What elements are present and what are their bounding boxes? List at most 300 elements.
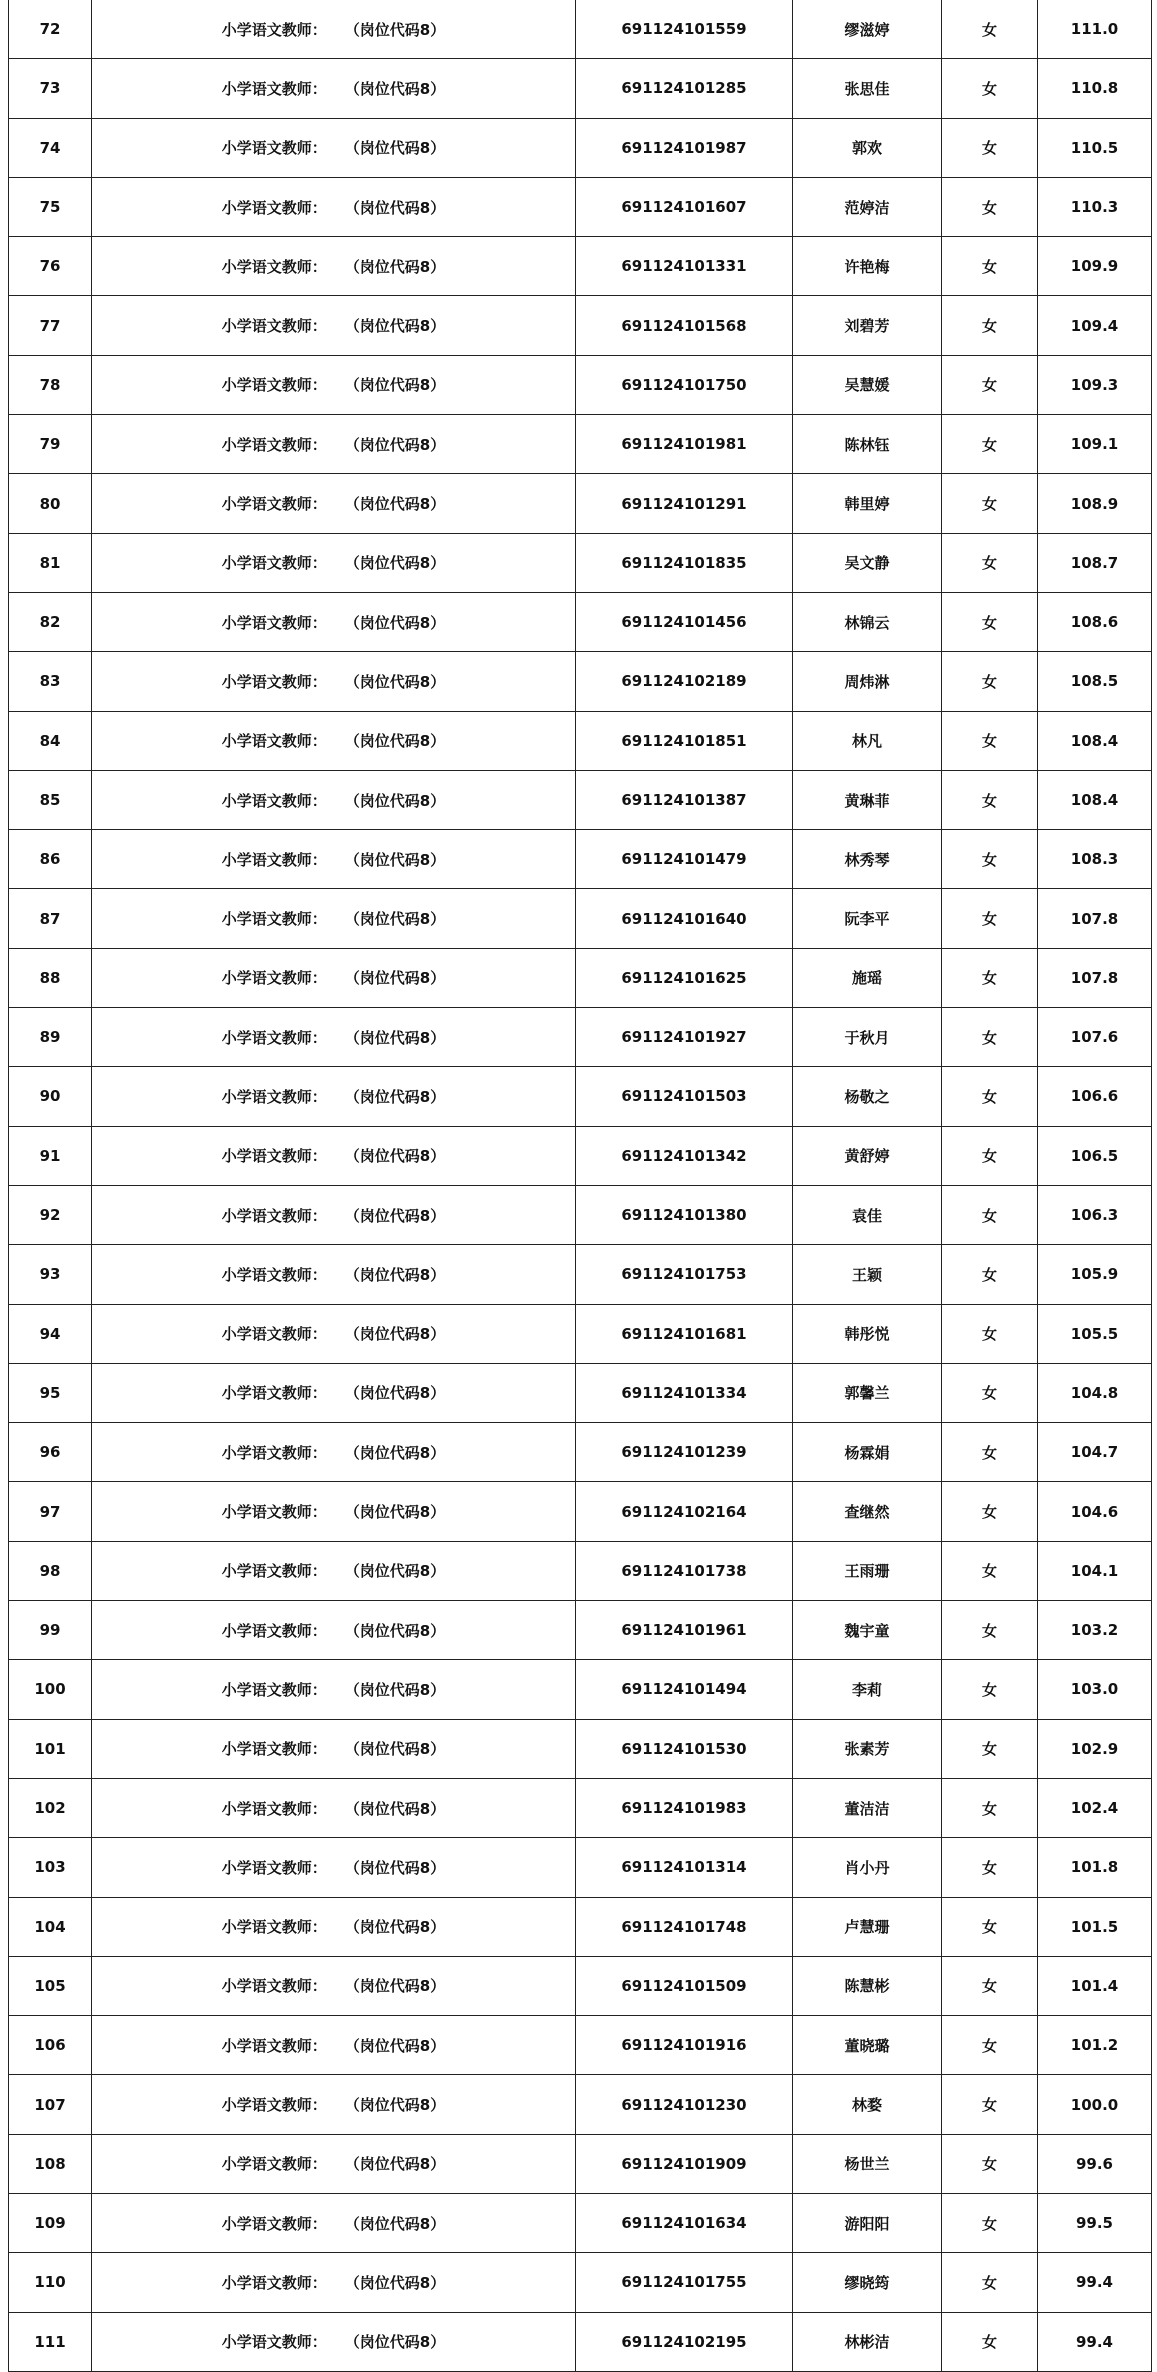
position-code: （岗位代码8） xyxy=(344,1740,446,1759)
exam-id-cell: 691124101748 xyxy=(576,1897,793,1956)
score-cell: 111.0 xyxy=(1038,0,1152,59)
name-cell: 董洁洁 xyxy=(793,1778,942,1837)
exam-id-cell: 691124101509 xyxy=(576,1956,793,2015)
score-cell: 102.9 xyxy=(1038,1719,1152,1778)
position-code: （岗位代码8） xyxy=(344,139,446,158)
table-row xyxy=(9,889,1152,948)
position-title: 小学语文教师： xyxy=(221,969,327,988)
position-cell xyxy=(92,1897,576,1956)
row-number-cell: 93 xyxy=(9,1245,92,1304)
table-row xyxy=(9,770,1152,829)
position-title: 小学语文教师： xyxy=(221,910,327,929)
table-row xyxy=(9,1126,1152,1185)
position-cell xyxy=(92,711,576,770)
score-cell: 108.7 xyxy=(1038,533,1152,592)
table-row xyxy=(9,2016,1152,2075)
position-cell xyxy=(92,2312,576,2371)
position-cell xyxy=(92,2253,576,2312)
position-code: （岗位代码8） xyxy=(344,1858,446,1877)
position-code: （岗位代码8） xyxy=(344,1503,446,1522)
name-cell: 杨霖娟 xyxy=(793,1423,942,1482)
score-cell: 106.6 xyxy=(1038,1067,1152,1126)
position-cell xyxy=(92,415,576,474)
position-code: （岗位代码8） xyxy=(344,2333,446,2352)
score-cell: 109.3 xyxy=(1038,355,1152,414)
score-cell: 103.2 xyxy=(1038,1601,1152,1660)
position-cell xyxy=(92,889,576,948)
score-cell: 106.5 xyxy=(1038,1126,1152,1185)
gender-cell: 女 xyxy=(942,355,1038,414)
position-code: （岗位代码8） xyxy=(344,1562,446,1581)
position-code: （岗位代码8） xyxy=(344,317,446,336)
row-number-cell: 110 xyxy=(9,2253,92,2312)
name-cell: 林凡 xyxy=(793,711,942,770)
position-code: （岗位代码8） xyxy=(344,2214,446,2233)
score-cell: 110.5 xyxy=(1038,118,1152,177)
row-number-cell: 81 xyxy=(9,533,92,592)
position-code: （岗位代码8） xyxy=(344,850,446,869)
gender-cell: 女 xyxy=(942,1126,1038,1185)
row-number-cell: 101 xyxy=(9,1719,92,1778)
position-cell xyxy=(92,1126,576,1185)
position-code: （岗位代码8） xyxy=(344,910,446,929)
gender-cell: 女 xyxy=(942,948,1038,1007)
name-cell: 缪滋婷 xyxy=(793,0,942,59)
exam-id-cell: 691124101681 xyxy=(576,1304,793,1363)
position-cell xyxy=(92,1541,576,1600)
position-title: 小学语文教师： xyxy=(221,554,327,573)
row-number-cell: 96 xyxy=(9,1423,92,1482)
gender-cell: 女 xyxy=(942,652,1038,711)
name-cell: 林婺 xyxy=(793,2075,942,2134)
gender-cell: 女 xyxy=(942,2193,1038,2252)
row-number-cell: 86 xyxy=(9,830,92,889)
position-title: 小学语文教师： xyxy=(221,1621,327,1640)
position-code: （岗位代码8） xyxy=(344,1918,446,1937)
table-row xyxy=(9,2134,1152,2193)
gender-cell: 女 xyxy=(942,2253,1038,2312)
position-cell xyxy=(92,948,576,1007)
position-cell xyxy=(92,1778,576,1837)
position-title: 小学语文教师： xyxy=(221,2214,327,2233)
exam-id-cell: 691124102164 xyxy=(576,1482,793,1541)
position-code: （岗位代码8） xyxy=(344,1028,446,1047)
exam-id-cell: 691124101456 xyxy=(576,592,793,651)
row-number-cell: 99 xyxy=(9,1601,92,1660)
position-cell xyxy=(92,1719,576,1778)
name-cell: 卢慧珊 xyxy=(793,1897,942,1956)
gender-cell: 女 xyxy=(942,830,1038,889)
row-number-cell: 103 xyxy=(9,1838,92,1897)
position-title: 小学语文教师： xyxy=(221,257,327,276)
score-cell: 105.9 xyxy=(1038,1245,1152,1304)
position-title: 小学语文教师： xyxy=(221,1147,327,1166)
position-code: （岗位代码8） xyxy=(344,554,446,573)
name-cell: 黄琳菲 xyxy=(793,770,942,829)
exam-id-cell: 691124102195 xyxy=(576,2312,793,2371)
position-code: （岗位代码8） xyxy=(344,79,446,98)
position-title: 小学语文教师： xyxy=(221,1740,327,1759)
table-row xyxy=(9,711,1152,770)
score-cell: 101.5 xyxy=(1038,1897,1152,1956)
score-cell: 104.1 xyxy=(1038,1541,1152,1600)
row-number-cell: 75 xyxy=(9,177,92,236)
row-number-cell: 73 xyxy=(9,59,92,118)
position-title: 小学语文教师： xyxy=(221,732,327,751)
score-cell: 108.6 xyxy=(1038,592,1152,651)
name-cell: 刘碧芳 xyxy=(793,296,942,355)
name-cell: 张素芳 xyxy=(793,1719,942,1778)
position-title: 小学语文教师： xyxy=(221,2036,327,2055)
position-cell xyxy=(92,2134,576,2193)
row-number-cell: 76 xyxy=(9,237,92,296)
score-cell: 102.4 xyxy=(1038,1778,1152,1837)
row-number-cell: 92 xyxy=(9,1185,92,1244)
row-number-cell: 91 xyxy=(9,1126,92,1185)
position-cell xyxy=(92,355,576,414)
position-title: 小学语文教师： xyxy=(221,1858,327,1877)
position-cell xyxy=(92,177,576,236)
position-code: （岗位代码8） xyxy=(344,1147,446,1166)
table-row xyxy=(9,1185,1152,1244)
gender-cell: 女 xyxy=(942,177,1038,236)
score-table-body xyxy=(9,0,1152,2371)
exam-id-cell: 691124102189 xyxy=(576,652,793,711)
position-cell xyxy=(92,770,576,829)
position-title: 小学语文教师： xyxy=(221,1562,327,1581)
exam-id-cell: 691124101559 xyxy=(576,0,793,59)
name-cell: 游阳阳 xyxy=(793,2193,942,2252)
table-row xyxy=(9,1601,1152,1660)
score-cell: 101.2 xyxy=(1038,2016,1152,2075)
name-cell: 郭馨兰 xyxy=(793,1363,942,1422)
position-code: （岗位代码8） xyxy=(344,1621,446,1640)
position-code: （岗位代码8） xyxy=(344,1265,446,1284)
table-row xyxy=(9,177,1152,236)
exam-id-cell: 691124101835 xyxy=(576,533,793,592)
row-number-cell: 107 xyxy=(9,2075,92,2134)
table-row xyxy=(9,1660,1152,1719)
gender-cell: 女 xyxy=(942,118,1038,177)
position-title: 小学语文教师： xyxy=(221,435,327,454)
name-cell: 郭欢 xyxy=(793,118,942,177)
table-row xyxy=(9,1719,1152,1778)
exam-id-cell: 691124101230 xyxy=(576,2075,793,2134)
position-cell xyxy=(92,2193,576,2252)
row-number-cell: 97 xyxy=(9,1482,92,1541)
position-code: （岗位代码8） xyxy=(344,1087,446,1106)
position-cell xyxy=(92,1363,576,1422)
gender-cell: 女 xyxy=(942,237,1038,296)
gender-cell: 女 xyxy=(942,1008,1038,1067)
score-cell: 107.8 xyxy=(1038,889,1152,948)
position-title: 小学语文教师： xyxy=(221,850,327,869)
position-title: 小学语文教师： xyxy=(221,1977,327,1996)
exam-id-cell: 691124101380 xyxy=(576,1185,793,1244)
position-title: 小学语文教师： xyxy=(221,317,327,336)
position-cell xyxy=(92,1482,576,1541)
exam-id-cell: 691124101479 xyxy=(576,830,793,889)
row-number-cell: 102 xyxy=(9,1778,92,1837)
position-code: （岗位代码8） xyxy=(344,20,446,39)
score-cell: 104.6 xyxy=(1038,1482,1152,1541)
table-row xyxy=(9,2253,1152,2312)
name-cell: 陈林钰 xyxy=(793,415,942,474)
position-title: 小学语文教师： xyxy=(221,1918,327,1937)
name-cell: 许艳梅 xyxy=(793,237,942,296)
position-code: （岗位代码8） xyxy=(344,1206,446,1225)
position-cell xyxy=(92,1956,576,2015)
position-cell xyxy=(92,1185,576,1244)
row-number-cell: 72 xyxy=(9,0,92,59)
position-cell xyxy=(92,1245,576,1304)
gender-cell: 女 xyxy=(942,889,1038,948)
row-number-cell: 105 xyxy=(9,1956,92,2015)
table-row xyxy=(9,237,1152,296)
score-cell: 108.4 xyxy=(1038,770,1152,829)
exam-id-cell: 691124101239 xyxy=(576,1423,793,1482)
position-code: （岗位代码8） xyxy=(344,257,446,276)
row-number-cell: 83 xyxy=(9,652,92,711)
name-cell: 董晓璐 xyxy=(793,2016,942,2075)
gender-cell: 女 xyxy=(942,415,1038,474)
table-row xyxy=(9,1304,1152,1363)
score-cell: 99.4 xyxy=(1038,2253,1152,2312)
position-cell xyxy=(92,474,576,533)
score-cell: 99.6 xyxy=(1038,2134,1152,2193)
exam-id-cell: 691124101314 xyxy=(576,1838,793,1897)
table-row xyxy=(9,59,1152,118)
name-cell: 施瑶 xyxy=(793,948,942,1007)
position-title: 小学语文教师： xyxy=(221,139,327,158)
exam-id-cell: 691124101738 xyxy=(576,1541,793,1600)
score-cell: 107.6 xyxy=(1038,1008,1152,1067)
row-number-cell: 95 xyxy=(9,1363,92,1422)
score-cell: 101.8 xyxy=(1038,1838,1152,1897)
position-cell xyxy=(92,1304,576,1363)
row-number-cell: 89 xyxy=(9,1008,92,1067)
gender-cell: 女 xyxy=(942,2312,1038,2371)
position-code: （岗位代码8） xyxy=(344,1443,446,1462)
position-title: 小学语文教师： xyxy=(221,1206,327,1225)
table-row xyxy=(9,1838,1152,1897)
position-code: （岗位代码8） xyxy=(344,376,446,395)
gender-cell: 女 xyxy=(942,2016,1038,2075)
exam-id-cell: 691124101494 xyxy=(576,1660,793,1719)
exam-id-cell: 691124101916 xyxy=(576,2016,793,2075)
gender-cell: 女 xyxy=(942,2134,1038,2193)
position-code: （岗位代码8） xyxy=(344,495,446,514)
score-cell: 108.4 xyxy=(1038,711,1152,770)
position-code: （岗位代码8） xyxy=(344,1325,446,1344)
position-title: 小学语文教师： xyxy=(221,79,327,98)
exam-id-cell: 691124101291 xyxy=(576,474,793,533)
position-code: （岗位代码8） xyxy=(344,2096,446,2115)
position-cell xyxy=(92,533,576,592)
table-row xyxy=(9,1067,1152,1126)
exam-id-cell: 691124101625 xyxy=(576,948,793,1007)
name-cell: 王颖 xyxy=(793,1245,942,1304)
name-cell: 王雨珊 xyxy=(793,1541,942,1600)
exam-id-cell: 691124101750 xyxy=(576,355,793,414)
table-row xyxy=(9,1956,1152,2015)
position-title: 小学语文教师： xyxy=(221,1443,327,1462)
score-cell: 108.9 xyxy=(1038,474,1152,533)
position-cell xyxy=(92,0,576,59)
row-number-cell: 100 xyxy=(9,1660,92,1719)
position-cell xyxy=(92,592,576,651)
score-cell: 109.4 xyxy=(1038,296,1152,355)
name-cell: 范婷洁 xyxy=(793,177,942,236)
table-row xyxy=(9,2193,1152,2252)
exam-id-cell: 691124101334 xyxy=(576,1363,793,1422)
position-code: （岗位代码8） xyxy=(344,732,446,751)
position-cell xyxy=(92,1601,576,1660)
position-code: （岗位代码8） xyxy=(344,1680,446,1699)
exam-id-cell: 691124101387 xyxy=(576,770,793,829)
name-cell: 查继然 xyxy=(793,1482,942,1541)
exam-id-cell: 691124101851 xyxy=(576,711,793,770)
gender-cell: 女 xyxy=(942,474,1038,533)
gender-cell: 女 xyxy=(942,59,1038,118)
position-title: 小学语文教师： xyxy=(221,1325,327,1344)
table-row xyxy=(9,2312,1152,2371)
name-cell: 吴文静 xyxy=(793,533,942,592)
score-cell: 107.8 xyxy=(1038,948,1152,1007)
name-cell: 杨世兰 xyxy=(793,2134,942,2193)
position-code: （岗位代码8） xyxy=(344,791,446,810)
position-code: （岗位代码8） xyxy=(344,435,446,454)
position-cell xyxy=(92,1838,576,1897)
table-row xyxy=(9,474,1152,533)
row-number-cell: 104 xyxy=(9,1897,92,1956)
exam-id-cell: 691124101961 xyxy=(576,1601,793,1660)
row-number-cell: 109 xyxy=(9,2193,92,2252)
position-code: （岗位代码8） xyxy=(344,2155,446,2174)
position-code: （岗位代码8） xyxy=(344,613,446,632)
score-cell: 106.3 xyxy=(1038,1185,1152,1244)
position-cell xyxy=(92,652,576,711)
name-cell: 肖小丹 xyxy=(793,1838,942,1897)
table-row xyxy=(9,1245,1152,1304)
gender-cell: 女 xyxy=(942,1541,1038,1600)
position-cell xyxy=(92,830,576,889)
exam-id-cell: 691124101342 xyxy=(576,1126,793,1185)
exam-id-cell: 691124101753 xyxy=(576,1245,793,1304)
table-row xyxy=(9,1008,1152,1067)
gender-cell: 女 xyxy=(942,1838,1038,1897)
gender-cell: 女 xyxy=(942,1601,1038,1660)
exam-id-cell: 691124101927 xyxy=(576,1008,793,1067)
row-number-cell: 85 xyxy=(9,770,92,829)
table-row xyxy=(9,592,1152,651)
position-title: 小学语文教师： xyxy=(221,613,327,632)
score-cell: 99.4 xyxy=(1038,2312,1152,2371)
score-cell: 108.5 xyxy=(1038,652,1152,711)
exam-id-cell: 691124101634 xyxy=(576,2193,793,2252)
gender-cell: 女 xyxy=(942,533,1038,592)
score-cell: 103.0 xyxy=(1038,1660,1152,1719)
row-number-cell: 84 xyxy=(9,711,92,770)
name-cell: 黄舒婷 xyxy=(793,1126,942,1185)
table-row xyxy=(9,355,1152,414)
position-code: （岗位代码8） xyxy=(344,1384,446,1403)
table-row xyxy=(9,1541,1152,1600)
position-title: 小学语文教师： xyxy=(221,1384,327,1403)
gender-cell: 女 xyxy=(942,1897,1038,1956)
exam-id-cell: 691124101909 xyxy=(576,2134,793,2193)
table-row xyxy=(9,1482,1152,1541)
position-code: （岗位代码8） xyxy=(344,969,446,988)
gender-cell: 女 xyxy=(942,1956,1038,2015)
position-cell xyxy=(92,1423,576,1482)
score-cell: 110.8 xyxy=(1038,59,1152,118)
position-title: 小学语文教师： xyxy=(221,1503,327,1522)
exam-id-cell: 691124101331 xyxy=(576,237,793,296)
row-number-cell: 79 xyxy=(9,415,92,474)
table-row xyxy=(9,0,1152,59)
table-row xyxy=(9,296,1152,355)
name-cell: 张思佳 xyxy=(793,59,942,118)
table-row xyxy=(9,1778,1152,1837)
exam-id-cell: 691124101285 xyxy=(576,59,793,118)
position-title: 小学语文教师： xyxy=(221,2096,327,2115)
position-cell xyxy=(92,2016,576,2075)
score-cell: 105.5 xyxy=(1038,1304,1152,1363)
gender-cell: 女 xyxy=(942,1719,1038,1778)
score-cell: 110.3 xyxy=(1038,177,1152,236)
name-cell: 韩里婷 xyxy=(793,474,942,533)
position-title: 小学语文教师： xyxy=(221,2273,327,2292)
position-cell xyxy=(92,1008,576,1067)
exam-id-cell: 691124101987 xyxy=(576,118,793,177)
row-number-cell: 77 xyxy=(9,296,92,355)
name-cell: 袁佳 xyxy=(793,1185,942,1244)
exam-id-cell: 691124101983 xyxy=(576,1778,793,1837)
row-number-cell: 106 xyxy=(9,2016,92,2075)
table-row xyxy=(9,533,1152,592)
name-cell: 缪晓筠 xyxy=(793,2253,942,2312)
row-number-cell: 94 xyxy=(9,1304,92,1363)
position-code: （岗位代码8） xyxy=(344,2273,446,2292)
position-cell xyxy=(92,1067,576,1126)
name-cell: 林秀琴 xyxy=(793,830,942,889)
name-cell: 杨敬之 xyxy=(793,1067,942,1126)
gender-cell: 女 xyxy=(942,296,1038,355)
row-number-cell: 111 xyxy=(9,2312,92,2371)
gender-cell: 女 xyxy=(942,1660,1038,1719)
position-cell xyxy=(92,296,576,355)
position-cell xyxy=(92,2075,576,2134)
position-title: 小学语文教师： xyxy=(221,20,327,39)
row-number-cell: 82 xyxy=(9,592,92,651)
table-row xyxy=(9,652,1152,711)
position-title: 小学语文教师： xyxy=(221,495,327,514)
name-cell: 林锦云 xyxy=(793,592,942,651)
name-cell: 魏宇童 xyxy=(793,1601,942,1660)
position-title: 小学语文教师： xyxy=(221,198,327,217)
gender-cell: 女 xyxy=(942,2075,1038,2134)
gender-cell: 女 xyxy=(942,1482,1038,1541)
gender-cell: 女 xyxy=(942,770,1038,829)
table-row xyxy=(9,118,1152,177)
row-number-cell: 90 xyxy=(9,1067,92,1126)
table-row xyxy=(9,1897,1152,1956)
position-code: （岗位代码8） xyxy=(344,2036,446,2055)
position-cell xyxy=(92,237,576,296)
gender-cell: 女 xyxy=(942,1778,1038,1837)
exam-id-cell: 691124101640 xyxy=(576,889,793,948)
